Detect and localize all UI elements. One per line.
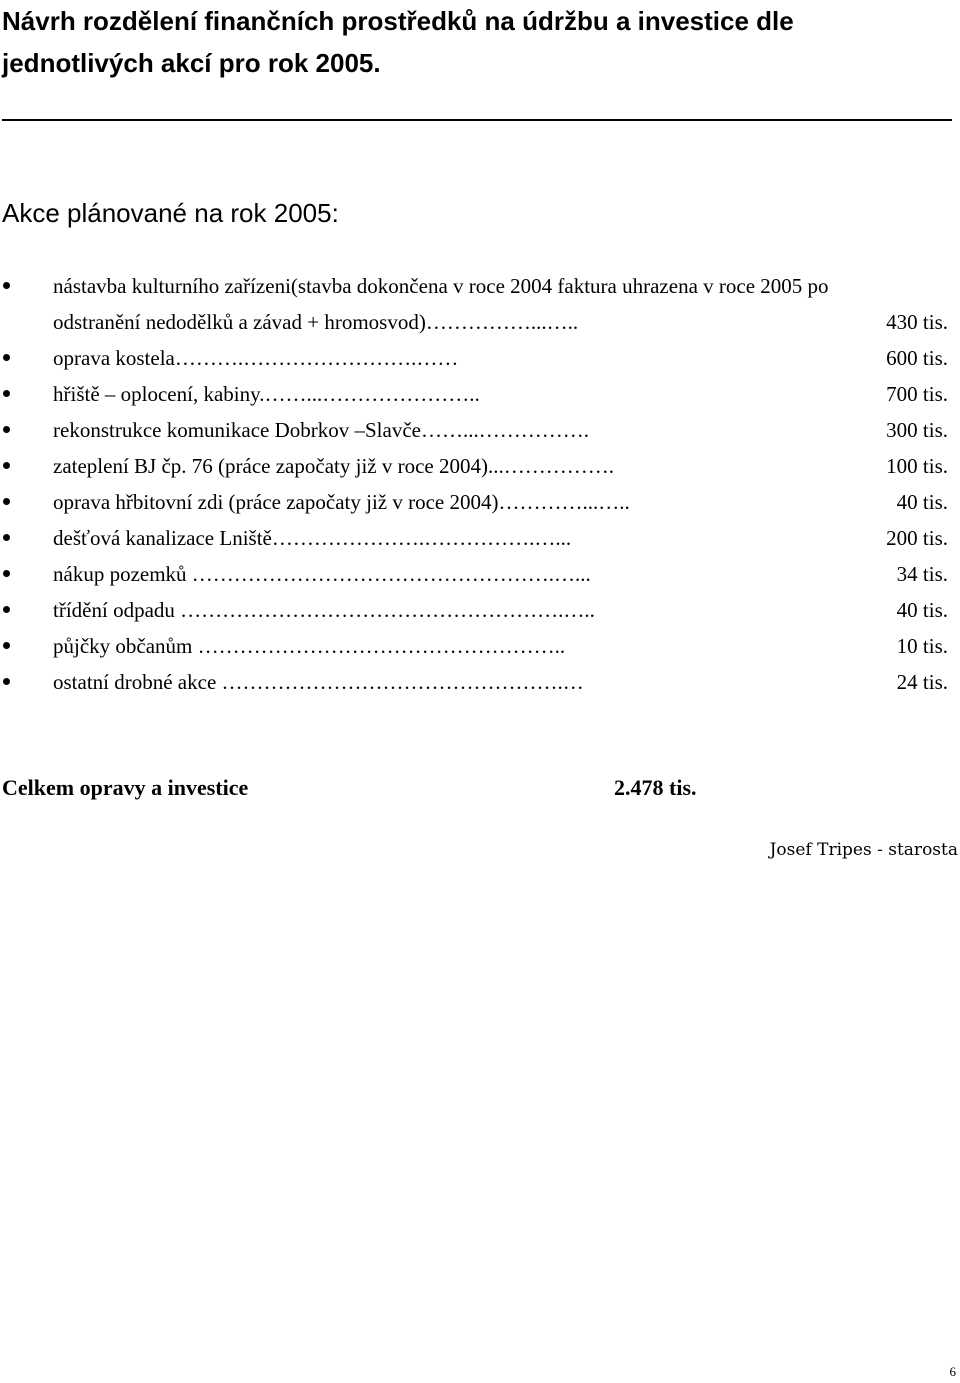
list-item-text: rekonstrukce komunikace Dobrkov –Slavče……...……………. — [53, 418, 589, 442]
list-item — [0, 556, 960, 592]
list-item — [0, 340, 960, 376]
bullet-icon — [3, 462, 10, 469]
list-item-amount: 430 tis. — [886, 310, 948, 334]
title-divider — [2, 119, 952, 121]
list-item — [0, 664, 960, 700]
list-item-amount: 200 tis. — [886, 526, 948, 550]
list-item-amount: 24 tis. — [896, 670, 948, 694]
bullet-icon — [3, 678, 10, 685]
section-heading: Akce plánované na rok 2005: — [2, 198, 339, 228]
list-item-text: nákup pozemků …………………………………………….…... — [53, 562, 591, 586]
list-item-text: půjčky občanům …………………………………………….. — [53, 634, 566, 658]
list-item-text: třídění odpadu ……………………………………………….….. — [53, 598, 595, 622]
bullet-icon — [3, 354, 10, 361]
bullet-icon — [3, 606, 10, 613]
page-number: 6 — [949, 1364, 956, 1379]
total-label: Celkem opravy a investice — [2, 775, 249, 800]
action-list — [0, 268, 960, 700]
list-item — [0, 448, 960, 484]
bullet-icon — [3, 390, 10, 397]
list-item-text: hřiště – oplocení, kabiny.……...………………….. — [53, 382, 480, 406]
total-value: 2.478 tis. — [614, 775, 697, 800]
list-item — [0, 412, 960, 448]
list-item-amount: 600 tis. — [886, 346, 948, 370]
list-item-amount: 700 tis. — [886, 382, 948, 406]
list-item-amount: 34 tis. — [896, 562, 948, 586]
list-item-text: oprava kostela……….…………………….…… — [53, 346, 459, 370]
list-item — [0, 376, 960, 412]
list-item — [0, 484, 960, 520]
bullet-icon — [3, 282, 10, 289]
list-item-amount: 40 tis. — [896, 598, 948, 622]
list-item-text: oprava hřbitovní zdi (práce započaty již v roce 2004)…………...….. — [53, 490, 630, 514]
bullet-icon — [3, 534, 10, 541]
list-item-text: nástavba kulturního zařízeni(stavba dokončena v roce 2004 faktura uhrazena v roce 2005 po odstranění nedodělků a závad + hromosvod)……………...….. — [53, 274, 829, 334]
list-item — [0, 592, 960, 628]
list-item-text: ostatní drobné akce ………………………………………….… — [53, 670, 584, 694]
list-item-amount: 10 tis. — [896, 634, 948, 658]
list-item-amount: 100 tis. — [886, 454, 948, 478]
bullet-icon — [3, 642, 10, 649]
list-item — [0, 268, 960, 340]
list-item — [0, 520, 960, 556]
list-item-amount: 40 tis. — [896, 490, 948, 514]
list-item-text: zateplení BJ čp. 76 (práce započaty již v roce 2004)...……………. — [53, 454, 614, 478]
list-item-text: dešťová kanalizace Lniště………………….…………….…... — [53, 526, 572, 550]
bullet-icon — [3, 570, 10, 577]
bullet-icon — [3, 498, 10, 505]
list-item-amount: 300 tis. — [886, 418, 948, 442]
list-item — [0, 628, 960, 664]
document-title: Návrh rozdělení finančních prostředků na údržbu a investice dle jednotlivých akcí pro rok 2005. — [2, 6, 794, 78]
signature: Josef Tripes - starosta — [769, 840, 958, 860]
bullet-icon — [3, 426, 10, 433]
